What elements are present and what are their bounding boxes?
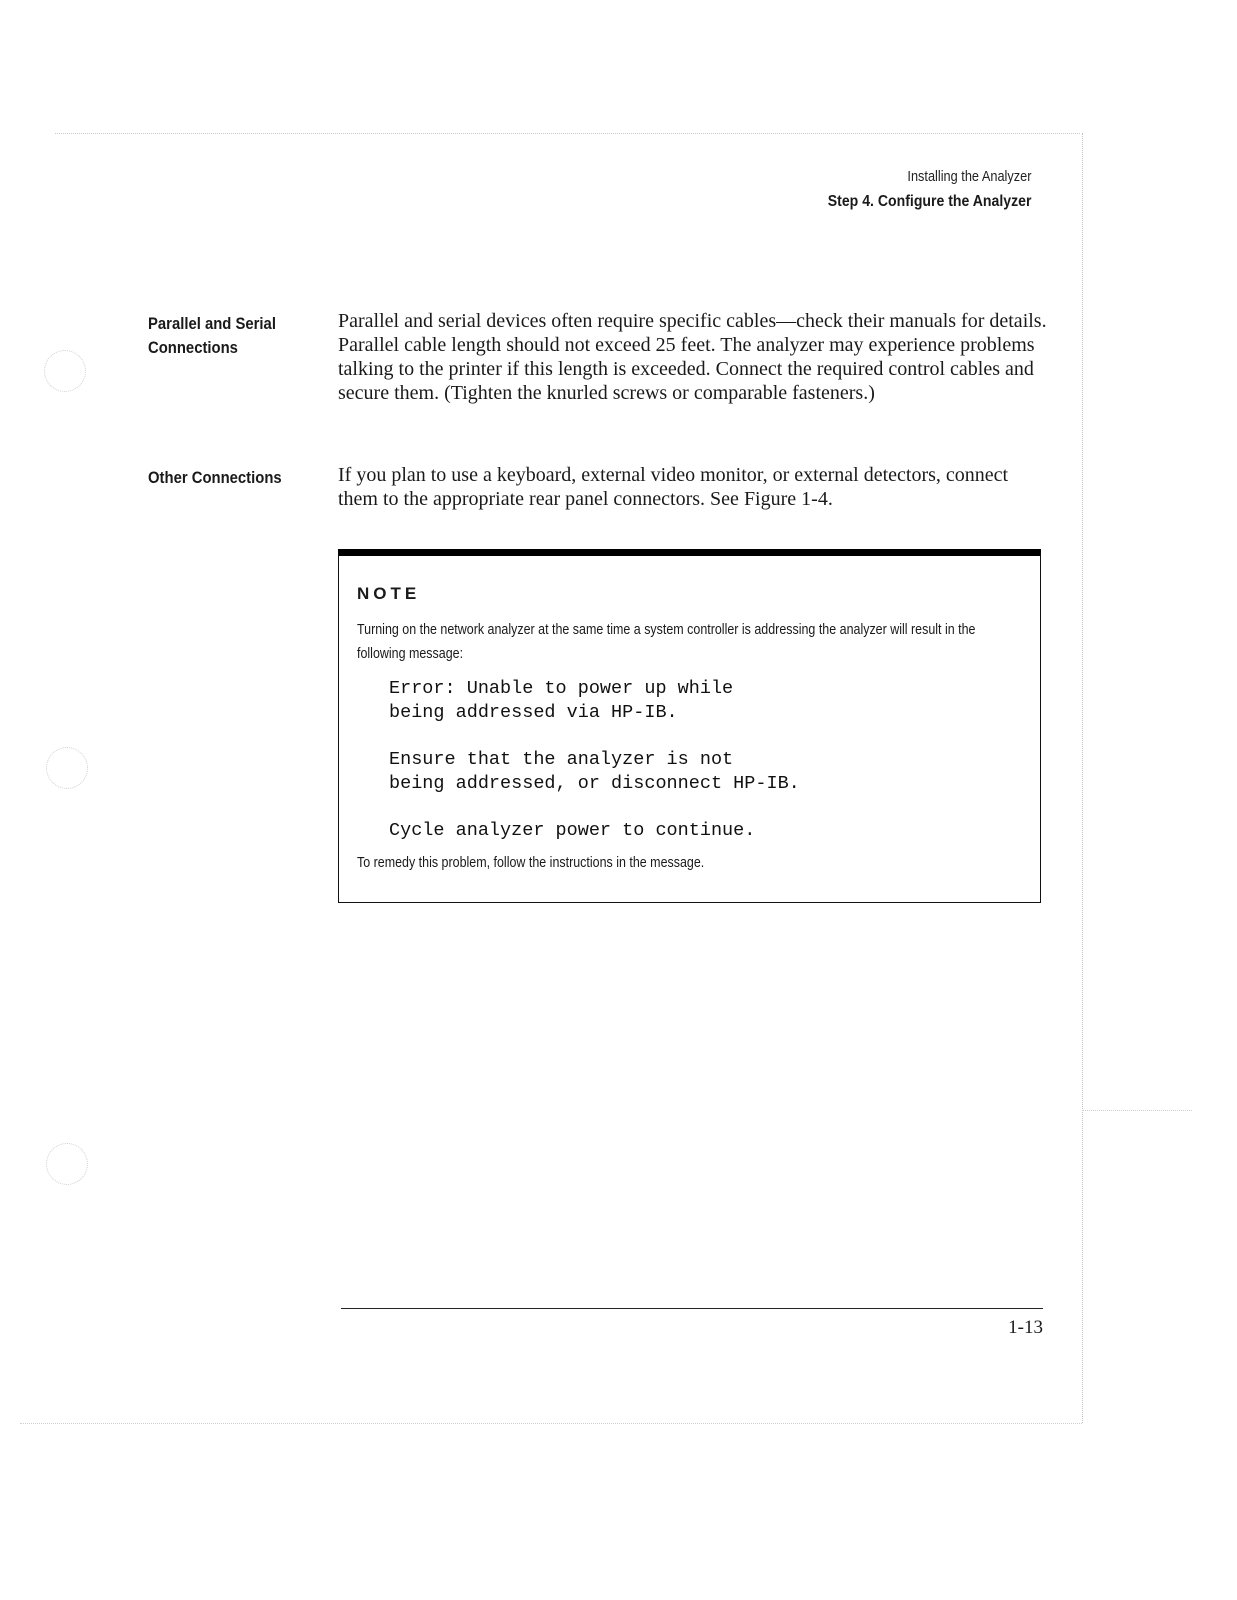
section-title: Step 4. Configure the Analyzer bbox=[827, 193, 1031, 210]
footer-rule bbox=[341, 1308, 1043, 1309]
side-heading-other-connections: Other Connections bbox=[148, 469, 282, 487]
note-box bbox=[338, 549, 1041, 903]
note-title: NOTE bbox=[357, 584, 421, 603]
punch-hole-icon bbox=[44, 350, 86, 392]
error-message-line: Ensure that the analyzer is not being addressed, or disconnect HP-IB. bbox=[389, 749, 800, 794]
punch-hole-icon bbox=[46, 1143, 88, 1185]
side-heading-parallel-serial: Parallel and Serial Connections bbox=[148, 315, 276, 357]
note-remedy-text: To remedy this problem, follow the instructions in the message. bbox=[357, 855, 705, 871]
chapter-title: Installing the Analyzer bbox=[906, 168, 1031, 185]
error-message-line: Error: Unable to power up while being addressed via HP-IB. bbox=[389, 678, 734, 723]
note-intro-text: Turning on the network analyzer at the same time a system controller is addressing the analyzer will result in the following message: bbox=[357, 622, 976, 662]
body-paragraph-other-connections: If you plan to use a keyboard, external video monitor, or external detectors, connect them to the appropriate rear panel connectors. See Figure 1-4. bbox=[338, 464, 1009, 510]
page-edge-top bbox=[55, 133, 1080, 134]
body-paragraph-parallel-serial: Parallel and serial devices often require specific cables—check their manuals for details. Parallel cable length should not exceed 25 feet. The analyzer may experience problems talking to the printer if this length is exceeded. Connect the required control cables and secure them. (Tighten the knurled screws or comparable fasteners.) bbox=[338, 310, 1047, 404]
page-number: 1-13 bbox=[1008, 1317, 1043, 1338]
error-message-line: Cycle analyzer power to continue. bbox=[389, 820, 756, 841]
page-edge-bottom bbox=[20, 1423, 1082, 1424]
page-edge-right bbox=[1082, 133, 1083, 1423]
punch-hole-icon bbox=[46, 747, 88, 789]
page-edge-tick bbox=[1082, 1110, 1192, 1111]
running-header bbox=[800, 168, 1031, 211]
